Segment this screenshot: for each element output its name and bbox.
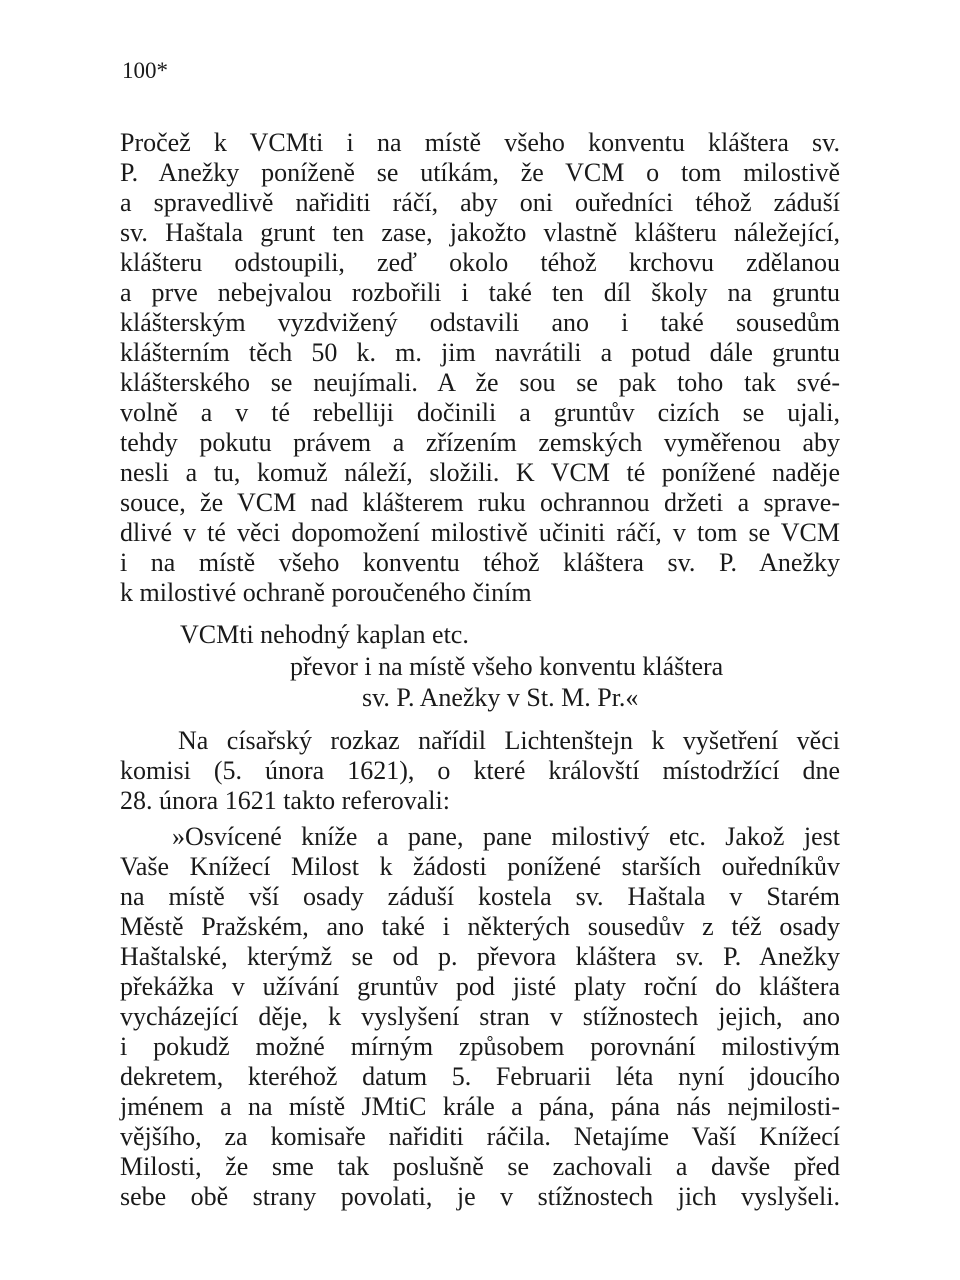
text-line: a spravedlivě nařiditi ráčí, aby oni ouředníci téhož záduší xyxy=(120,188,840,217)
signature-line: VCMti nehodný kaplan etc. xyxy=(180,620,469,649)
text-line: na místě vší osady záduší kostela sv. Haštala v Starém xyxy=(120,882,840,911)
text-line: souce, že VCM nad klášterem ruku ochrannou držeti a sprave- xyxy=(120,488,840,517)
text-line: sv. Haštala grunt ten zase, jakožto vlastně klášteru náležející, xyxy=(120,218,840,247)
text-line: P. Anežky poníženě se utíkám, že VCM o tom milostivě xyxy=(120,158,840,187)
text-line: vějšího, za komisaře nařiditi ráčila. Netajíme Vaší Knížecí xyxy=(120,1122,840,1151)
text-line: a prve nebejvalou rozbořili i také ten díl školy na gruntu xyxy=(120,278,840,307)
text-line: klášterním těch 50 k. m. jim navrátili a potud dále gruntu xyxy=(120,338,840,367)
text-line: i pokudž možné mírným způsobem porovnání milostivým xyxy=(120,1032,840,1061)
text-line: Haštalské, kterýmž se od p. převora kláštera sv. P. Anežky xyxy=(120,942,840,971)
text-line: Milosti, že sme tak poslušně se zachovali a davše před xyxy=(120,1152,840,1181)
text-line: 28. února 1621 takto referovali: xyxy=(120,786,450,815)
text-line: i na místě všeho konventu téhož kláštera sv. P. Anežky xyxy=(120,548,840,577)
text-line: k milostivé ochraně poroučeného činím xyxy=(120,578,532,607)
text-line: volně a v té rebelliji dočinili a gruntův cizích se ujali, xyxy=(120,398,840,427)
text-line: sebe obě strany povolati, je v stížnostech jich vyslyšeli. xyxy=(120,1182,840,1211)
page-number: 100* xyxy=(122,58,168,83)
text-line: klášteru odstoupili, zeď okolo téhož krchovu zdělanou xyxy=(120,248,840,277)
signature-line: převor i na místě všeho konventu kláštera xyxy=(290,652,724,681)
text-line: Na císařský rozkaz nařídil Lichtenštejn k vyšetření věci xyxy=(178,726,840,755)
text-line: nesli a tu, komuž náleží, složili. K VCM té ponížené naděje xyxy=(120,458,840,487)
text-line: klášterským vyzdvižený odstavili ano i také sousedům xyxy=(120,308,840,337)
text-line: klášterského se neujímali. A že sou se pak toho tak své- xyxy=(120,368,840,397)
text-line: jménem a na místě JMtiC krále a pána, pána nás nejmilosti- xyxy=(120,1092,840,1121)
text-line: Pročež k VCMti i na místě všeho konventu kláštera sv. xyxy=(120,128,840,157)
text-line: dekretem, kteréhož datum 5. Februarii léta nyní jdoucího xyxy=(120,1062,840,1091)
text-line: Vaše Knížecí Milost k žádosti ponížené starších ouředníkův xyxy=(120,852,840,881)
text-line: Městě Pražském, ano také i některých sousedův z též osady xyxy=(120,912,840,941)
text-line: tehdy pokutu právem a zřízením zemských vyměřenou aby xyxy=(120,428,840,457)
text-line: překážka v užívání gruntův pod jisté platy roční do kláštera xyxy=(120,972,840,1001)
signature-line: sv. P. Anežky v St. M. Pr.« xyxy=(362,683,639,712)
text-line: dlivé v té věci dopomožení milostivě učiniti ráčí, v tom se VCM xyxy=(120,518,840,547)
text-line: »Osvícené kníže a pane, pane milostivý etc. Jakož jest xyxy=(172,822,840,851)
text-line: komisi (5. února 1621), o které královští místodržící dne xyxy=(120,756,840,785)
text-line: vycházející děje, k vyslyšení stran v stížnostech jejich, ano xyxy=(120,1002,840,1031)
